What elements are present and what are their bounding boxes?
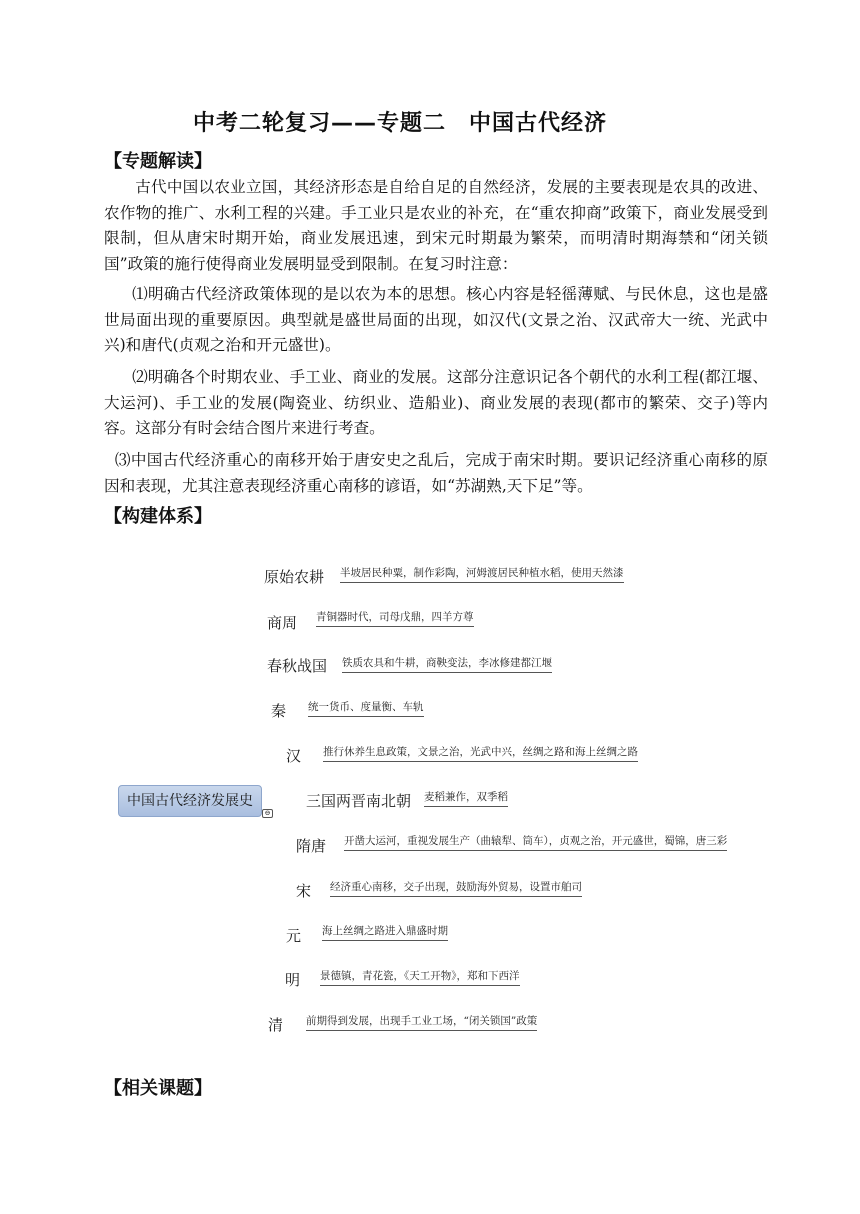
mindmap-node-desc: 麦稻兼作，双季稻 (424, 789, 508, 807)
mindmap-node-label: 汉 (286, 747, 302, 765)
point-2-paragraph: ⑵明确各个时期农业、手工业、商业的发展。这部分注意识记各个朝代的水利工程(都江堰、大运河)、手工业的发展(陶瓷业、纺织业、造船业)、商业发展的表现(都市的繁荣、交子)等内容。这部分有时会结合图片来进行考查。 (104, 368, 768, 438)
mindmap-node-label: 明 (285, 971, 301, 989)
point-3-paragraph: ⑶中国古代经济重心的南移开始于唐安史之乱后，完成于南宋时期。要识记经济重心南移的原因和表现，尤其注意表现经济重心南移的谚语，如“苏湖熟,天下足”等。 (104, 451, 768, 495)
mindmap-node-desc: 青铜器时代，司母戊鼎，四羊方尊 (316, 609, 474, 627)
mindmap-node-label: 原始农耕 (264, 568, 325, 586)
section-heading-related: 【相关课题】 (104, 1078, 212, 1099)
mindmap-node-label: 隋唐 (296, 837, 327, 855)
mindmap-node-label: 宋 (296, 882, 312, 900)
section-heading-interpretation: 【专题解读】 (104, 151, 212, 172)
intro-paragraph: 古代中国以农业立国，其经济形态是自给自足的自然经济，发展的主要表现是农具的改进、农作物的推广、水利工程的兴建。手工业只是农业的补充，在“重农抑商”政策下，商业发展受到限制，但从唐宋时期开始，商业发展迅速，到宋元时期最为繁荣，而明清时期海禁和“闭关锁国”政策的施行使得商业发展明显受到限制。在复习时注意： (104, 178, 768, 273)
mindmap-node-desc: 统一货币、度量衡、车轨 (308, 699, 424, 717)
mindmap-node-label: 三国两晋南北朝 (306, 792, 412, 810)
mindmap-node-label: 商周 (267, 614, 298, 632)
mindmap-node-desc: 推行休养生息政策，文景之治，光武中兴，丝绸之路和海上丝绸之路 (323, 744, 638, 762)
page-title: 中考二轮复习——专题二 中国古代经济 (192, 111, 607, 136)
mindmap-node-label: 春秋战国 (267, 657, 328, 675)
collapse-icon[interactable]: ⊖ (262, 809, 273, 818)
mindmap-node-label: 秦 (271, 702, 287, 720)
mindmap-node-desc: 前期得到发展，出现手工业工场，“闭关锁国”政策 (306, 1013, 537, 1031)
mindmap-node-desc: 铁质农具和牛耕，商鞅变法，李冰修建都江堰 (342, 655, 552, 673)
mindmap-node-desc: 开凿大运河，重视发展生产（曲辕犁、筒车），贞观之治，开元盛世，蜀锦，唐三彩 (344, 833, 727, 851)
mindmap-node-label: 元 (286, 927, 302, 945)
mindmap-node-desc: 海上丝绸之路进入鼎盛时期 (322, 923, 448, 941)
section-heading-build: 【构建体系】 (104, 506, 212, 527)
mindmap-node-desc: 景德镇，青花瓷，《天工开物》，郑和下西洋 (320, 968, 520, 986)
mindmap-node-desc: 经济重心南移，交子出现，鼓励海外贸易，设置市舶司 (330, 879, 582, 897)
mindmap-root-node[interactable]: 中国古代经济发展史 (118, 785, 262, 817)
mindmap-node-label: 清 (268, 1016, 284, 1034)
mindmap-node-desc: 半坡居民种粟，制作彩陶，河姆渡居民种植水稻，使用天然漆 (340, 565, 624, 583)
point-1-paragraph: ⑴明确古代经济政策体现的是以农为本的思想。核心内容是轻徭薄赋、与民休息，这也是盛世局面出现的重要原因。典型就是盛世局面的出现，如汉代(文景之治、汉武帝大一统、光武中兴)和唐代(贞观之治和开元盛世)。 (104, 285, 768, 355)
